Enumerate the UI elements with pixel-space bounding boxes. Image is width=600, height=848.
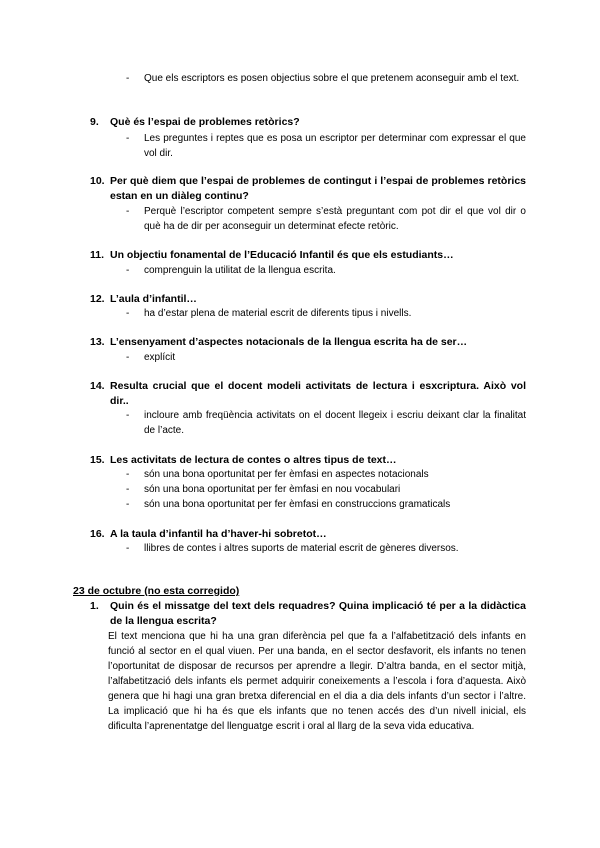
answer-text: incloure amb freqüència activitats on el docent llegeix i escriu deixant clar la finalitat de l’acte. — [144, 410, 526, 436]
dash-bullet: - — [126, 308, 130, 319]
question-text: Les activitats de lectura de contes o altres tipus de text… — [110, 454, 397, 466]
answer-text: comprenguin la utilitat de la llengua escrita. — [144, 265, 336, 276]
answer-text: ha d’estar plena de material escrit de diferents tipus i nivells. — [144, 308, 412, 319]
question-number: 1. — [90, 600, 99, 612]
dash-bullet: - — [126, 410, 130, 421]
question-16 — [90, 527, 526, 542]
dash-bullet: - — [126, 543, 130, 554]
question-15 — [90, 453, 526, 468]
question-number: 10. — [90, 175, 105, 187]
question-text: Per què diem que l’espai de problemes de contingut i l’espai de problemes retòrics estan en un diàleg continu? — [110, 175, 526, 202]
answer-text: llibres de contes i altres suports de material escrit de gèneres diversos. — [144, 543, 459, 554]
answer-item — [126, 350, 526, 365]
question-number: 11. — [90, 249, 105, 261]
question-text: Quin és el missatge del text dels requadres? Quina implicació té per a la didàctica de la llengua escrita? — [110, 600, 526, 627]
answer-text: Les preguntes i reptes que es posa un escriptor per determinar com expressar el que vol dir. — [144, 133, 526, 159]
section-question-1 — [90, 599, 526, 629]
question-number: 9. — [90, 116, 99, 128]
question-9 — [90, 115, 526, 130]
answer-item — [126, 263, 526, 278]
question-text: L’ensenyament d’aspectes notacionals de la llengua escrita ha de ser… — [110, 336, 468, 348]
section-heading: 23 de octubre (no esta corregido) — [73, 585, 240, 597]
dash-bullet: - — [126, 265, 130, 276]
question-text: L’aula d’infantil… — [110, 293, 197, 305]
answer-text: explícit — [144, 352, 176, 363]
answer-item — [126, 131, 526, 161]
answer-item — [126, 482, 526, 497]
question-number: 12. — [90, 293, 105, 305]
question-number: 13. — [90, 336, 105, 348]
answer-item — [126, 497, 526, 512]
question-13 — [90, 335, 526, 350]
answer-text: Que els escriptors es posen objectius sobre el que pretenem aconseguir amb el text. — [144, 73, 520, 84]
dash-bullet: - — [126, 206, 130, 217]
dash-bullet: - — [126, 484, 130, 495]
question-text: Resulta crucial que el docent modeli activitats de lectura i esxcriptura. Això vol dir.. — [110, 380, 526, 407]
question-text: Un objectiu fonamental de l’Educació Infantil és que els estudiants… — [110, 249, 454, 261]
question-number: 16. — [90, 528, 105, 540]
question-number: 14. — [90, 380, 105, 392]
question-12 — [90, 292, 526, 307]
dash-bullet: - — [126, 499, 130, 510]
question-14 — [90, 379, 526, 409]
answer-item — [126, 408, 526, 438]
dash-bullet: - — [126, 133, 130, 144]
answer-paragraph: El text menciona que hi ha una gran diferència pel que fa a l’alfabetització dels infants en funció al sector en el qual viuen. Per una banda, en el sector desfavorit, els infants no tenen l’oportunitat de disposar de recursos per aprendre a llegir. D’altra banda, en el sector mitjà, l’alfabetització dels infants els permet adquirir coneixements a l’escola i fora d’aquesta. Això genera que hi hagi una gran bretxa diferencial en el dia a dia dels infants d’un sector i l’altre. La implicació que hi ha és que els infants que no tenen accés des d’un nivell inicial, els dificulta l’aprenentatge del llenguatge escrit i oral al llarg de la seva vida educativa. — [108, 631, 526, 732]
answer-text: són una bona oportunitat per fer èmfasi en construccions gramaticals — [144, 499, 451, 510]
question-text: Què és l’espai de problemes retòrics? — [110, 116, 300, 128]
question-10 — [90, 174, 526, 204]
answer-item — [126, 306, 526, 321]
question-text: A la taula d’infantil ha d’haver-hi sobretot… — [110, 528, 327, 540]
dash-bullet: - — [126, 469, 130, 480]
answer-text: Perquè l’escriptor competent sempre s’està preguntant com pot dir el que vol dir o què ha de dir per aconseguir un determinat efecte retòric. — [144, 206, 526, 232]
answer-text: són una bona oportunitat per fer èmfasi en nou vocabulari — [144, 484, 401, 495]
answer-item — [126, 467, 526, 482]
dash-bullet: - — [126, 352, 130, 363]
answer-text: són una bona oportunitat per fer èmfasi en aspectes notacionals — [144, 469, 429, 480]
dash-bullet: - — [126, 73, 130, 84]
answer-item — [126, 204, 526, 234]
question-number: 15. — [90, 454, 105, 466]
answer-item — [126, 71, 526, 86]
question-11 — [90, 248, 526, 263]
answer-item — [126, 541, 526, 556]
